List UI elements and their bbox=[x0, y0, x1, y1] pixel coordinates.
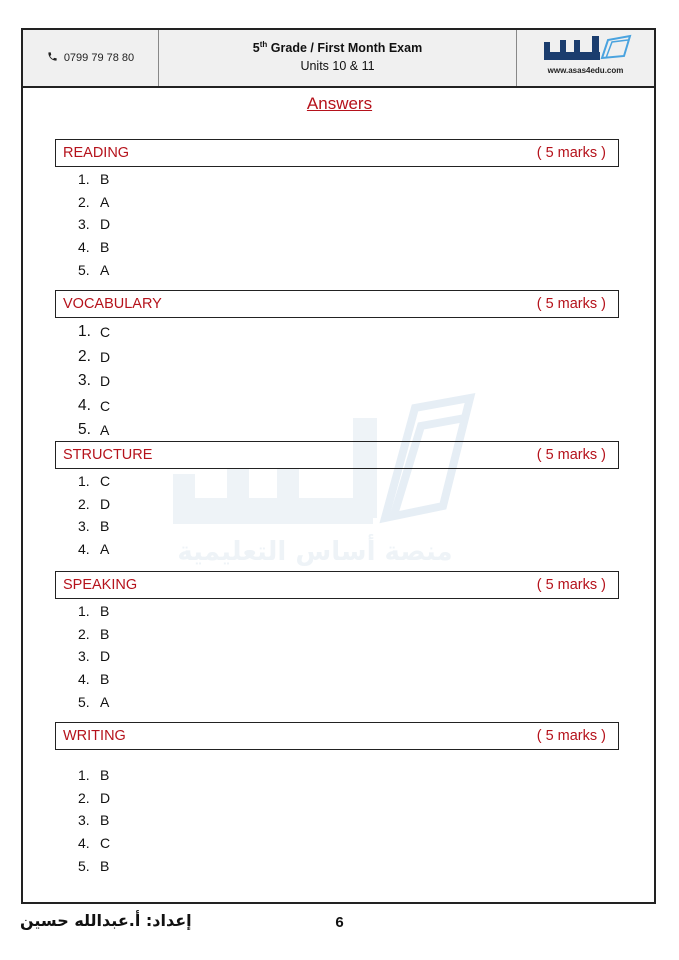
watermark-text: منصة أساس التعليمية bbox=[177, 537, 453, 567]
section-marks: ( 5 marks ) bbox=[536, 447, 606, 463]
page-header bbox=[23, 30, 654, 88]
phone-cell bbox=[23, 30, 159, 86]
section-title: WRITING bbox=[63, 728, 126, 744]
answer-item: 3. B bbox=[78, 812, 110, 829]
answer-item: 1. B bbox=[78, 171, 110, 188]
answer-item: 1. B bbox=[78, 767, 110, 784]
reading-section-header bbox=[55, 139, 619, 167]
structure-section-header bbox=[55, 441, 619, 469]
writing-answers bbox=[78, 764, 110, 877]
exam-units: Units 10 & 11 bbox=[300, 59, 375, 74]
phone-number: 0799 79 78 80 bbox=[63, 52, 135, 64]
logo-cell bbox=[517, 30, 654, 86]
answer-item: 5. A bbox=[78, 693, 110, 710]
section-marks: ( 5 marks ) bbox=[536, 728, 606, 744]
page-number: 6 bbox=[335, 914, 344, 931]
reading-answers bbox=[78, 168, 110, 281]
answer-item: 4. B bbox=[78, 239, 110, 256]
structure-answers bbox=[78, 470, 110, 560]
section-title: READING bbox=[63, 145, 130, 161]
section-marks: ( 5 marks ) bbox=[536, 296, 606, 312]
speaking-answers bbox=[78, 600, 110, 713]
section-title: SPEAKING bbox=[63, 577, 138, 593]
answer-item: 4. C bbox=[78, 396, 111, 414]
answer-item: 1. C bbox=[78, 473, 111, 490]
watermark-logo bbox=[165, 378, 485, 578]
answer-item: 5. B bbox=[78, 857, 110, 874]
exam-title: 5th Grade / First Month Exam bbox=[252, 40, 423, 56]
answer-item: 3. D bbox=[78, 648, 111, 665]
speaking-section-header bbox=[55, 571, 619, 599]
exam-title-cell bbox=[159, 30, 517, 86]
answer-item: 4. B bbox=[78, 671, 110, 688]
answer-item: 2. D bbox=[78, 347, 111, 365]
section-marks: ( 5 marks ) bbox=[536, 145, 606, 161]
answer-item: 3. D bbox=[78, 372, 111, 390]
answer-item: 3. D bbox=[78, 216, 111, 233]
answer-item: 1. C bbox=[78, 323, 111, 341]
section-title: STRUCTURE bbox=[63, 447, 153, 463]
vocabulary-answers bbox=[78, 320, 110, 443]
answer-item: 5. A bbox=[78, 261, 110, 278]
answer-item: 1. B bbox=[78, 603, 110, 620]
answer-item: 2. D bbox=[78, 789, 111, 806]
answers-title: Answers bbox=[306, 94, 373, 113]
answer-item: 4. A bbox=[78, 541, 110, 558]
vocabulary-section-header bbox=[55, 290, 619, 318]
answer-item: 2. B bbox=[78, 625, 110, 642]
prepared-by: إعداد: أ.عبدالله حسين bbox=[20, 911, 192, 930]
logo-url: www.asas4edu.com bbox=[547, 66, 624, 75]
phone-icon bbox=[47, 51, 58, 65]
answer-item: 2. A bbox=[78, 193, 110, 210]
answer-item: 3. B bbox=[78, 518, 110, 535]
answer-item: 2. D bbox=[78, 495, 111, 512]
asas-logo-icon bbox=[538, 34, 634, 66]
writing-section-header bbox=[55, 722, 619, 750]
section-marks: ( 5 marks ) bbox=[536, 577, 606, 593]
section-title: VOCABULARY bbox=[63, 296, 162, 312]
answer-item: 4. C bbox=[78, 835, 111, 852]
answer-item: 5. A bbox=[78, 421, 110, 439]
